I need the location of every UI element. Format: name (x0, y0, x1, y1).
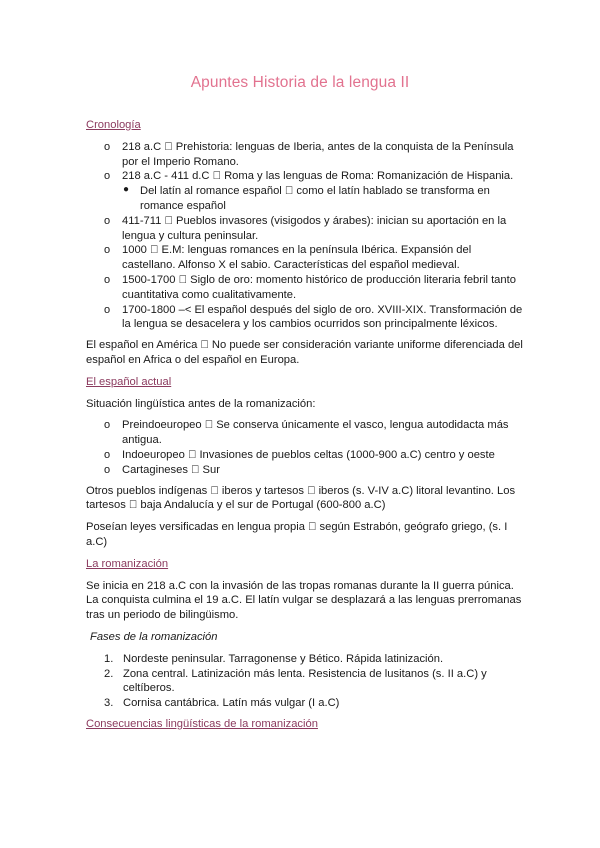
cronologia-list (86, 140, 526, 332)
hollow-bullet-icon: o (104, 170, 111, 183)
hollow-bullet-icon: o (104, 273, 111, 286)
list-item (86, 243, 526, 273)
list-item (86, 273, 526, 303)
document-body (86, 118, 526, 739)
list-item (86, 667, 526, 697)
fases-list (86, 652, 526, 711)
list-item-text: Cartagineses   Sur (122, 463, 220, 476)
list-item-text: Preindoeuropeo   Se conserva únicamente el vasco, lengua autodidacta más antigua. (122, 419, 509, 447)
hollow-bullet-icon: o (104, 448, 111, 461)
list-item-text: Nordeste peninsular. Tarragonense y Bético. Rápida latinización. (123, 652, 444, 665)
document-title: Apuntes Historia de la lengua II (190, 74, 410, 91)
situacion-list (86, 418, 526, 477)
hollow-bullet-icon: o (104, 244, 111, 257)
sub-list-item (122, 184, 526, 214)
paragraph-situacion: Situación lingüística antes de la romanización: (86, 397, 316, 410)
list-item (86, 696, 526, 711)
list-item (86, 140, 526, 170)
list-item-text: 1700-1800 –< El español después del siglo de oro. XVIII-XIX. Transformación de la lengua se desacelera y los cambios ocurridos son principalmente léxicos. (122, 303, 523, 331)
list-item (86, 463, 526, 478)
list-number: 2. (104, 667, 114, 680)
list-item (86, 214, 526, 244)
paragraph-espanol-america: El español en América   No puede ser consideración variante uniforme diferenciada del español en Africa o del español en Europa. (86, 339, 523, 366)
hollow-bullet-icon: o (104, 303, 111, 316)
list-item-text: Cornisa cantábrica. Latín más vulgar (I a.C) (123, 697, 340, 710)
sub-list-item-text: Del latín al romance español   como el latín hablado se transforma en romance español (140, 185, 490, 212)
list-item-text: Zona central. Latinización más lenta. Resistencia de lusitanos (s. II a.C) y celtíberos. (123, 667, 487, 695)
list-item (86, 169, 526, 213)
list-item (86, 303, 526, 333)
list-item-text: 218 a.C   Prehistoria: lenguas de Iberia, antes de la conquista de la Península por el Imperio Romano. (122, 140, 514, 168)
paragraph-pueblos-indigenas: Otros pueblos indígenas   iberos y tartesos   iberos (s. V-IV a.C) litoral levantino. Los tartesos   baja Andalucía y el sur de Portugal (600-800 a.C) (86, 484, 516, 512)
list-item-text: 411-711   Pueblos invasores (visigodos y árabes): inician su aportación en la lengua y cultura peninsular. (122, 214, 507, 242)
list-item-text: 218 a.C - 411 d.C   Roma y las lenguas de Roma: Romanización de Hispania. (122, 170, 514, 183)
list-item (86, 418, 526, 448)
paragraph-leyes: Poseían leyes versificadas en lengua propia   según Estrabón, geógrafo griego, (s. I a.C) (86, 521, 508, 548)
list-number: 1. (104, 652, 114, 665)
list-item (86, 652, 526, 667)
hollow-bullet-icon: o (104, 463, 111, 476)
hollow-bullet-icon: o (104, 214, 111, 227)
subheading-fases: Fases de la romanización (90, 630, 218, 643)
list-item-text: Indoeuropeo   Invasiones de pueblos celtas (1000-900 a.C) centro y oeste (122, 448, 495, 461)
filled-bullet-icon: ● (123, 184, 130, 196)
hollow-bullet-icon: o (104, 419, 111, 432)
section-heading-consecuencias: Consecuencias lingüísticas de la romanización (86, 717, 318, 730)
paragraph-romanizacion: Se inicia en 218 a.C con la invasión de las tropas romanas durante la II guerra púnica. La conquista culmina el 19 a.C. El latín vulgar se desplazará a las lenguas prerromanas tras un periodo de bilingüismo. (86, 579, 522, 622)
sub-list (122, 184, 526, 214)
section-heading-romanizacion: La romanización (86, 557, 169, 570)
section-heading-espanol-actual: El español actual (86, 375, 172, 388)
hollow-bullet-icon: o (104, 140, 111, 153)
list-item-text: 1500-1700   Siglo de oro: momento histórico de producción literaria febril tanto cuantitativa como cualitativamente. (122, 273, 516, 301)
section-heading-cronologia: Cronología (86, 119, 141, 131)
list-item (86, 448, 526, 463)
list-number: 3. (104, 697, 114, 710)
list-item-text: 1000   E.M: lenguas romances en la península Ibérica. Expansión del castellano. Alfonso X el sabio. Características del español medieval. (122, 244, 472, 272)
